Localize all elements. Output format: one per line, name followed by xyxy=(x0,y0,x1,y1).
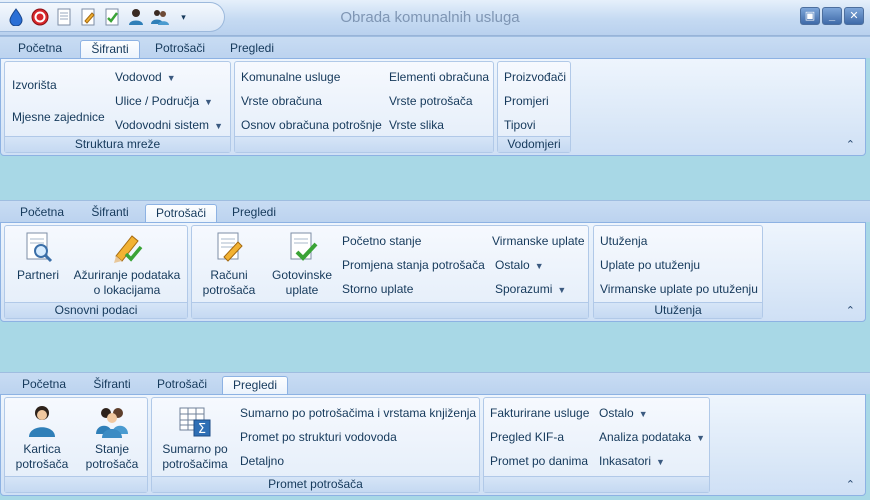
tab-potrosaci[interactable]: Potrošači xyxy=(145,204,217,224)
button-detaljno[interactable]: Detaljno xyxy=(240,454,285,468)
minimize-icon[interactable]: _ xyxy=(822,7,842,25)
group-vodomjeri xyxy=(497,61,571,153)
button-sumarno-po-potrosacima[interactable]: Σ Sumarno po potrošačima xyxy=(158,404,232,472)
button-gotovinske-uplate[interactable]: Gotovinske uplate xyxy=(266,230,338,298)
group-utuzenja xyxy=(593,225,763,319)
button-vrste-slika[interactable]: Vrste slika xyxy=(389,118,444,132)
ribbon-panel xyxy=(0,222,866,322)
group-struktura-mreze xyxy=(4,61,231,153)
group-uplate xyxy=(191,225,589,319)
chevron-down-icon: ▼ xyxy=(638,409,648,419)
tab-pocetna[interactable]: Početna xyxy=(17,41,63,55)
restore-icon[interactable]: ▣ xyxy=(800,7,820,25)
quick-access-toolbar xyxy=(0,2,225,32)
pencil-document-icon xyxy=(212,230,246,264)
button-virmanske-uplate[interactable]: Virmanske uplate xyxy=(492,234,585,248)
group-label: Vodomjeri xyxy=(498,136,570,152)
title-bar xyxy=(0,0,870,36)
group-ostali-pregledi xyxy=(483,397,710,493)
button-vrste-obracuna[interactable]: Vrste obračuna xyxy=(241,94,322,108)
chevron-down-icon: ▼ xyxy=(166,73,176,83)
tab-potrosaci[interactable]: Potrošači xyxy=(156,377,208,391)
tab-sifranti[interactable]: Šifranti xyxy=(91,205,129,219)
pencil-document-icon[interactable] xyxy=(76,6,99,28)
chevron-down-icon: ▼ xyxy=(696,433,705,443)
button-proizvodjaci[interactable]: Proizvođači xyxy=(504,70,567,84)
chevron-down-icon: ▼ xyxy=(214,121,223,131)
stop-icon[interactable] xyxy=(28,6,51,28)
dropdown-ostalo[interactable]: Ostalo ▼ xyxy=(495,258,544,272)
button-fakturirane-usluge[interactable]: Fakturirane usluge xyxy=(490,406,590,420)
group-label: Struktura mreže xyxy=(5,136,230,152)
collapse-ribbon-icon[interactable]: ⌃ xyxy=(845,479,855,491)
button-uplate-po-utuzenju[interactable]: Uplate po utuženju xyxy=(600,258,701,272)
water-drop-icon[interactable] xyxy=(4,6,27,28)
button-izvorista[interactable]: Izvorišta xyxy=(12,78,57,92)
button-promjeri[interactable]: Promjeri xyxy=(504,94,549,108)
user-icon[interactable] xyxy=(124,6,147,28)
close-icon[interactable]: ✕ xyxy=(844,7,864,25)
button-sumarno-po-potrosacima-i-vrstama-knjizenja[interactable]: Sumarno po potrošačima i vrstama knjiženja xyxy=(240,406,477,420)
button-partneri[interactable]: Partneri xyxy=(11,230,65,283)
group-osnovni-podaci xyxy=(4,225,188,319)
check-document-icon xyxy=(285,230,319,264)
pencil-check-icon xyxy=(110,230,144,264)
collapse-ribbon-icon[interactable]: ⌃ xyxy=(845,139,855,151)
group-label xyxy=(484,476,709,492)
group-label: Utuženja xyxy=(594,302,762,318)
button-promet-po-danima[interactable]: Promet po danima xyxy=(490,454,589,468)
button-promet-po-strukturi-vodovoda[interactable]: Promet po strukturi vodovoda xyxy=(240,430,397,444)
user-icon xyxy=(25,404,59,438)
tab-pocetna[interactable]: Početna xyxy=(19,205,65,219)
chevron-down-icon: ▼ xyxy=(656,457,665,467)
tab-strip xyxy=(0,200,870,222)
button-vrste-potrosaca[interactable]: Vrste potrošača xyxy=(389,94,473,108)
button-pocetno-stanje[interactable]: Početno stanje xyxy=(342,234,422,248)
group-label: Promet potrošača xyxy=(152,476,479,492)
button-elementi-obracuna[interactable]: Elementi obračuna xyxy=(389,70,490,84)
button-mjesne-zajednice[interactable]: Mjesne zajednice xyxy=(12,110,105,124)
dropdown-inkasatori[interactable]: Inkasatori ▼ xyxy=(599,454,665,468)
users-icon xyxy=(95,404,129,438)
group-label xyxy=(192,302,588,318)
chevron-down-icon: ▼ xyxy=(534,261,544,271)
dropdown-ulice-podrucja[interactable]: Ulice / Područja ▼ xyxy=(115,94,213,108)
dropdown-ostalo[interactable]: Ostalo ▼ xyxy=(599,406,648,420)
tab-pregledi[interactable]: Pregledi xyxy=(222,376,288,396)
dropdown-analiza-podataka[interactable]: Analiza podataka ▼ xyxy=(599,430,705,444)
button-virmanske-uplate-po-utuzenju[interactable]: Virmanske uplate po utuženju xyxy=(600,282,758,296)
dropdown-vodovod[interactable]: Vodovod ▼ xyxy=(115,70,176,84)
tab-strip xyxy=(0,372,870,394)
sum-table-icon xyxy=(178,404,212,438)
chevron-down-icon: ▼ xyxy=(204,97,213,107)
dropdown-vodovodni-sistem[interactable]: Vodovodni sistem ▼ xyxy=(115,118,223,132)
button-pregled-kif[interactable]: Pregled KIF-a xyxy=(490,430,565,444)
button-azuriranje-podataka[interactable]: Ažuriranje podataka o lokacijama xyxy=(69,230,185,298)
tab-potrosaci[interactable]: Potrošači xyxy=(154,41,206,55)
button-tipovi[interactable]: Tipovi xyxy=(504,118,536,132)
button-kartica-potrosaca[interactable]: Kartica potrošača xyxy=(9,404,75,472)
button-osnov-obracuna-potrosnje[interactable]: Osnov obračuna potrošnje xyxy=(241,118,382,132)
search-document-icon xyxy=(21,230,55,264)
users-icon[interactable] xyxy=(148,6,171,28)
tab-strip xyxy=(0,36,870,58)
button-stanje-potrosaca[interactable]: Stanje potrošača xyxy=(79,404,145,472)
group-label xyxy=(235,136,493,152)
group-label: Osnovni podaci xyxy=(5,302,187,318)
tab-sifranti[interactable]: Šifranti xyxy=(80,40,140,60)
tab-pregledi[interactable]: Pregledi xyxy=(229,41,275,55)
button-promjena-stanja-potrosaca[interactable]: Promjena stanja potrošača xyxy=(342,258,485,272)
collapse-ribbon-icon[interactable]: ⌃ xyxy=(845,305,855,317)
tab-pregledi[interactable]: Pregledi xyxy=(231,205,277,219)
button-storno-uplate[interactable]: Storno uplate xyxy=(342,282,414,296)
group-obracun xyxy=(234,61,494,153)
group-kartica xyxy=(4,397,148,493)
document-icon[interactable] xyxy=(52,6,75,28)
button-utuzenja[interactable]: Utuženja xyxy=(600,234,648,248)
window-title: Obrada komunalnih usluga xyxy=(340,9,520,26)
svg-text:Σ: Σ xyxy=(197,422,207,437)
group-label xyxy=(5,476,147,492)
chevron-down-icon: ▼ xyxy=(557,285,567,295)
dropdown-sporazumi[interactable]: Sporazumi ▼ xyxy=(495,282,567,296)
button-komunalne-usluge[interactable]: Komunalne usluge xyxy=(241,70,341,84)
ribbon-panel xyxy=(0,394,866,496)
tab-sifranti[interactable]: Šifranti xyxy=(93,377,131,391)
button-racuni-potrosaca[interactable]: Računi potrošača xyxy=(196,230,262,298)
check-document-icon[interactable] xyxy=(100,6,123,28)
tab-pocetna[interactable]: Početna xyxy=(21,377,67,391)
ribbon-panel xyxy=(0,58,866,156)
group-promet-potrosaca xyxy=(151,397,480,493)
dropdown-arrow-icon[interactable]: ▾ xyxy=(181,11,186,22)
